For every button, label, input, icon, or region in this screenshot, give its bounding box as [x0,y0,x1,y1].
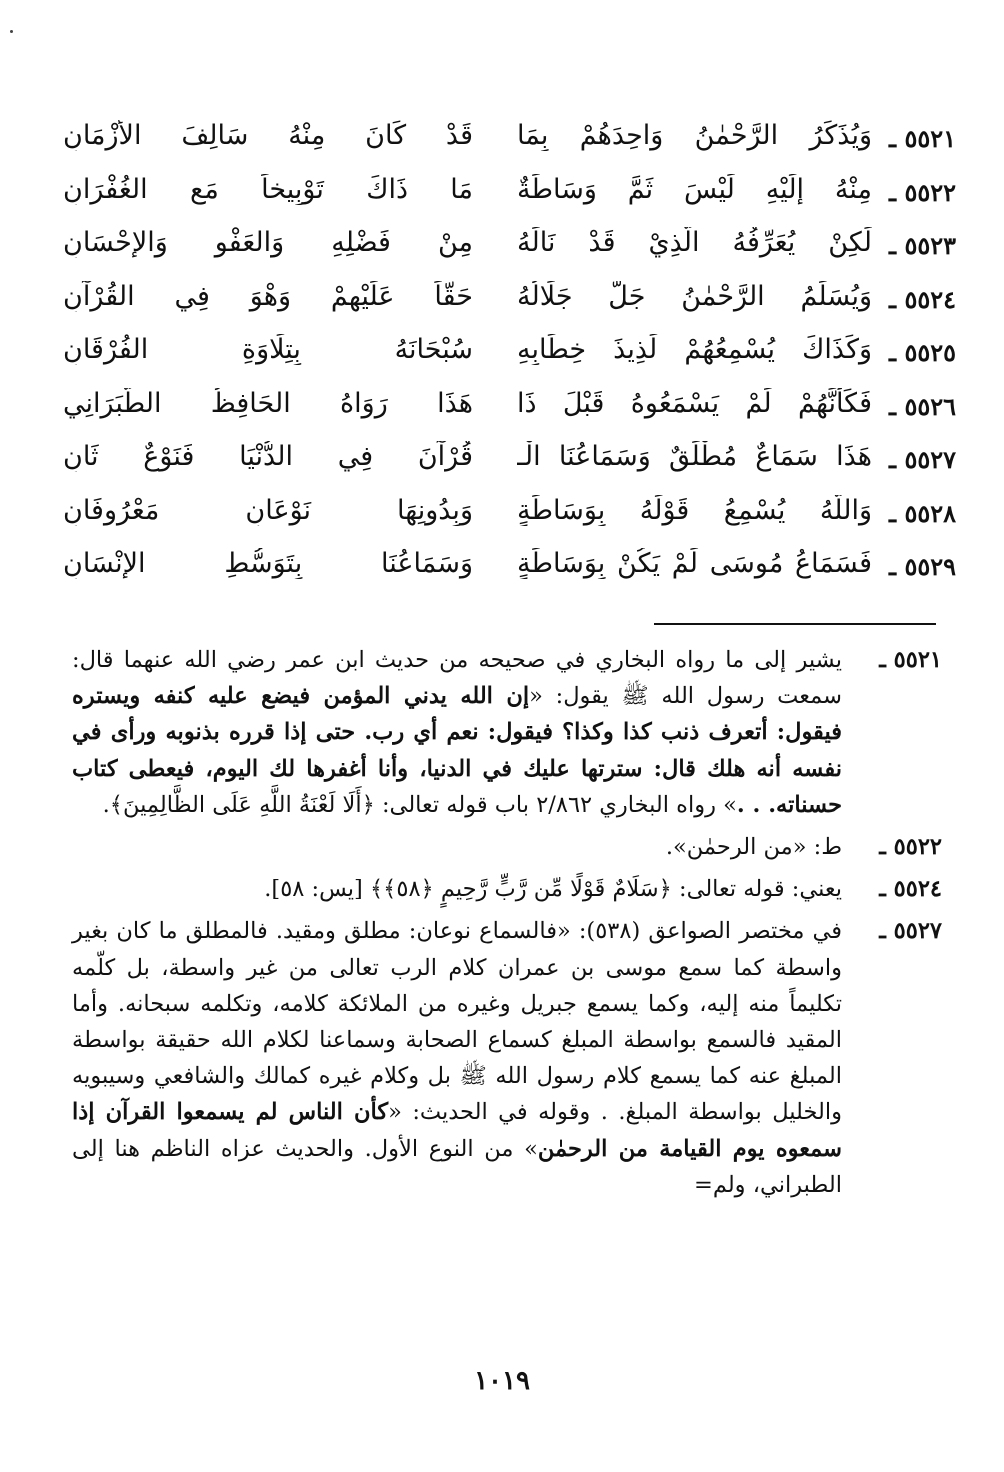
verse-number: ٥٥٢٥ ـ [889,338,956,367]
footnote [72,871,942,907]
verse-first-hemistich: وَكَذَاكَ يُسْمِعُهُمْ لَذِيذَ خِطَابِهِ [517,334,872,365]
verse-second-hemistich: قَدْ كَانَ مِنْهُ سَالِفَ الأَزْمَانِ [63,120,473,151]
verse-number: ٥٥٢٨ ـ [889,498,956,528]
footnote [72,829,942,865]
verse-line [60,546,956,600]
footnote-divider [654,623,936,625]
verse-line [60,172,956,226]
footnote-number: ٥٥٢١ ـ [879,647,942,673]
verse-first-hemistich: مِنْهُ إِلَيْهِ لَيْسَ ثَمَّ وَسَاطَةٌ [517,173,872,205]
verse-number: ٥٥٢٩ ـ [889,552,956,581]
page-number: ١٠١٩ [474,1366,530,1396]
footnote-number: ٥٥٢٢ ـ [879,834,942,861]
verse-second-hemistich: هَذَا رَوَاهُ الحَافِظُ الطَّبَرَانِي [63,387,473,419]
footnote-text [72,829,842,865]
verse-line [60,332,956,386]
footnote [72,642,942,823]
footnote-bold-quote: إن الله يدني المؤمن فيضع عليه كنفه ويستره فيقول: أتعرف ذنب كذا وكذا؟ فيقول: نعم أي رب. حتى إذا قرره بذنوبه ورأى في نفسه أنه هلك قال: سترتها عليك في الدنيا، وأنا أغفرها لك اليوم، فيعطى كتاب حسناته. . . [72,683,842,818]
verse-line [60,439,956,493]
verse-first-hemistich: فَكَأَنَّهُمْ لَمْ يَسْمَعُوهُ قَبْلَ ذَا [517,387,872,419]
verse-line [60,386,956,440]
footnote [72,913,942,1203]
footnotes [72,642,942,1209]
verse-number: ٥٥٢٦ ـ [889,391,956,421]
footnote-text-run: في مختصر الصواعق (٥٣٨): «فالسماع نوعان: مطلق ومقيد. فالمطلق ما كان بغير واسطة كما سمع موسى بن عمران كلام الرب تعالى من غير واسطة، بل كلّمه تكليماً منه إليه، وكما يسمع جبريل وغيره من الملائكة كلامه، وتكلمه سبحانه. وأما المقيد فالسمع بواسطة المبلغ كسماع الصحابة وسماعنا لكلام الله حقيقة بواسطة المبلغ عنه كما يسمع كلام رسول الله ﷺ بل وكلام غيره كمالك والشافعي وسيبويه والخليل بواسطة المبلغ. . وقوله في الحديث: « [72,918,843,1126]
verse-second-hemistich: وَسَمَاعُنَا بِتَوَسُّطِ الإِنْسَانِ [63,548,473,579]
verse-number: ٥٥٢٧ ـ [889,445,956,474]
verse-second-hemistich: وَبِدُونِهَا نَوْعَانِ مَعْرُوفَانِ [63,494,473,526]
poem-verses [60,118,956,600]
verse-first-hemistich: لَكِنْ يُعَرِّفُهُ الَّذِيْ قَدْ نَالَهُ [517,227,872,258]
footnote-text-run: » رواه البخاري ٢/٨٦٢ باب قوله تعالى: ﴿أَلَا لَعْنَةُ اللَّهِ عَلَى الظَّالِمِينَ﴾. [102,791,737,818]
verse-line [60,493,956,547]
verse-number: ٥٥٢٣ ـ [889,231,956,260]
footnote-number: ٥٥٢٧ ـ [879,918,942,945]
verse-first-hemistich: وَيُسَلِّمُ الرَّحْمٰنُ جَلَّ جَلَالُهُ [517,280,872,312]
footnote-bold-quote: كأن الناس لم يسمعوا القرآن إذا سمعوه يوم القيامة من الرحمٰن [72,1099,842,1162]
footnote-text [72,871,842,907]
verse-line [60,118,956,172]
verse-line [60,279,956,333]
verse-second-hemistich: مِنْ فَضْلِهِ وَالعَفْوِ وَالإِحْسَانِ [63,227,473,258]
verse-line [60,225,956,279]
footnote-text [72,642,842,823]
footnote-text-run: يعني: قوله تعالى: ﴿سَلَامٌ قَوْلًا مِّن رَّبٍّ رَّحِيمٍ ﴿٥٨﴾﴾ [يس: ٥٨]. [264,876,842,903]
verse-number: ٥٥٢٤ ـ [889,284,956,314]
footnote-text-run: يشير إلى ما رواه البخاري في صحيحه من حديث ابن عمر رضي الله عنهما قال: سمعت رسول الله ﷺ يقول: « [72,647,842,710]
verse-first-hemistich: وَاللَّهُ يُسْمِعُ قَوْلَهُ بِوَسَاطَةٍ [517,494,872,526]
verse-number: ٥٥٢١ ـ [889,124,956,153]
footnote-text-run: ط: «من الرحمٰن». [665,834,842,861]
verse-first-hemistich: هَذَا سَمَاعٌ مُطْلَقٌ وَسَمَاعُنَا الْـ [517,441,872,472]
verse-number: ٥٥٢٢ ـ [889,177,956,207]
verse-second-hemistich: سُبْحَانَهُ بِتِلَاوَةِ الفُرْقَانِ [63,334,473,365]
verse-first-hemistich: فَسَمَاعُ مُوسَى لَمْ يَكُنْ بِوَسَاطَةٍ [517,548,872,579]
verse-second-hemistich: حَقّاً عَلَيْهِمْ وَهْوَ فِي القُرْآنِ [63,280,473,312]
footnote-number: ٥٥٢٤ ـ [879,876,942,903]
verse-first-hemistich: وَيُذَكِّرُ الرَّحْمٰنُ وَاحِدَهُمْ بِمَا [517,120,872,151]
verse-second-hemistich: قُرْآنَ فِي الدُّنْيَا فَنَوْعٌ ثَانِ [63,441,473,472]
verse-second-hemistich: مَا ذَاكَ تَوْبِيخاً مَع الغُفْرَانِ [63,173,473,205]
footnote-text [72,913,842,1203]
scan-speck [10,30,13,33]
footnote-text-run: » من النوع الأول. والحديث عزاه الناظم هنا إلى الطبراني، ولم= [72,1135,842,1198]
